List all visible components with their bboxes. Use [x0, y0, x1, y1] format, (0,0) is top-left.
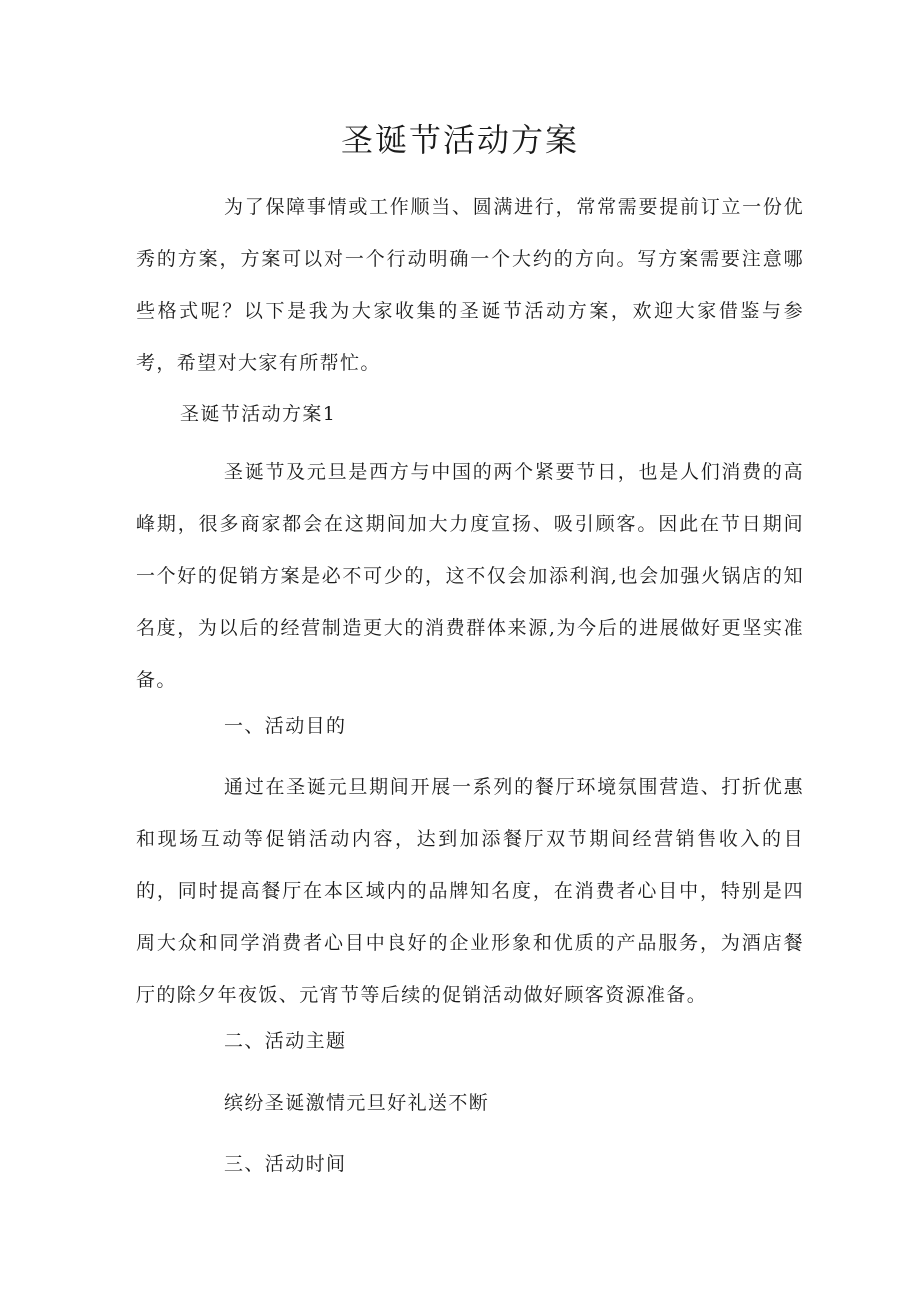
section-title: 圣诞节活动方案1 — [180, 403, 337, 425]
background-paragraph: 圣诞节及元旦是西方与中国的两个紧要节日，也是人们消费的高峰期，很多商家都会在这期间加大力度宣扬、吸引顾客。因此在节日期间一个好的促销方案是必不可少的，这不仅会加添利润,也会加强火锅店的知名度，为以后的经营制造更大的消费群体来源,为今后的进展做好更坚实准备。 — [136, 461, 804, 691]
heading-theme: 二、活动主题 — [224, 1030, 347, 1052]
heading-purpose: 一、活动目的 — [224, 715, 347, 737]
document-title: 圣诞节活动方案 — [340, 121, 579, 159]
intro-paragraph: 为了保障事情或工作顺当、圆满进行，常常需要提前订立一份优秀的方案，方案可以对一个行动明确一个大约的方向。写方案需要注意哪些格式呢？以下是我为大家收集的圣诞节活动方案，欢迎大家借鉴与参考，希望对大家有所帮忙。 — [136, 196, 804, 374]
heading-time: 三、活动时间 — [224, 1153, 347, 1175]
theme-text: 缤纷圣诞激情元旦好礼送不断 — [224, 1092, 490, 1114]
purpose-paragraph: 通过在圣诞元旦期间开展一系列的餐厅环境氛围营造、打折优惠和现场互动等促销活动内容，达到加添餐厅双节期间经营销售收入的目的，同时提高餐厅在本区域内的品牌知名度，在消费者心目中，特别是四周大众和同学消费者心目中良好的企业形象和优质的产品服务，为酒店餐厅的除夕年夜饭、元宵节等后续的促销活动做好顾客资源准备。 — [136, 776, 804, 1006]
